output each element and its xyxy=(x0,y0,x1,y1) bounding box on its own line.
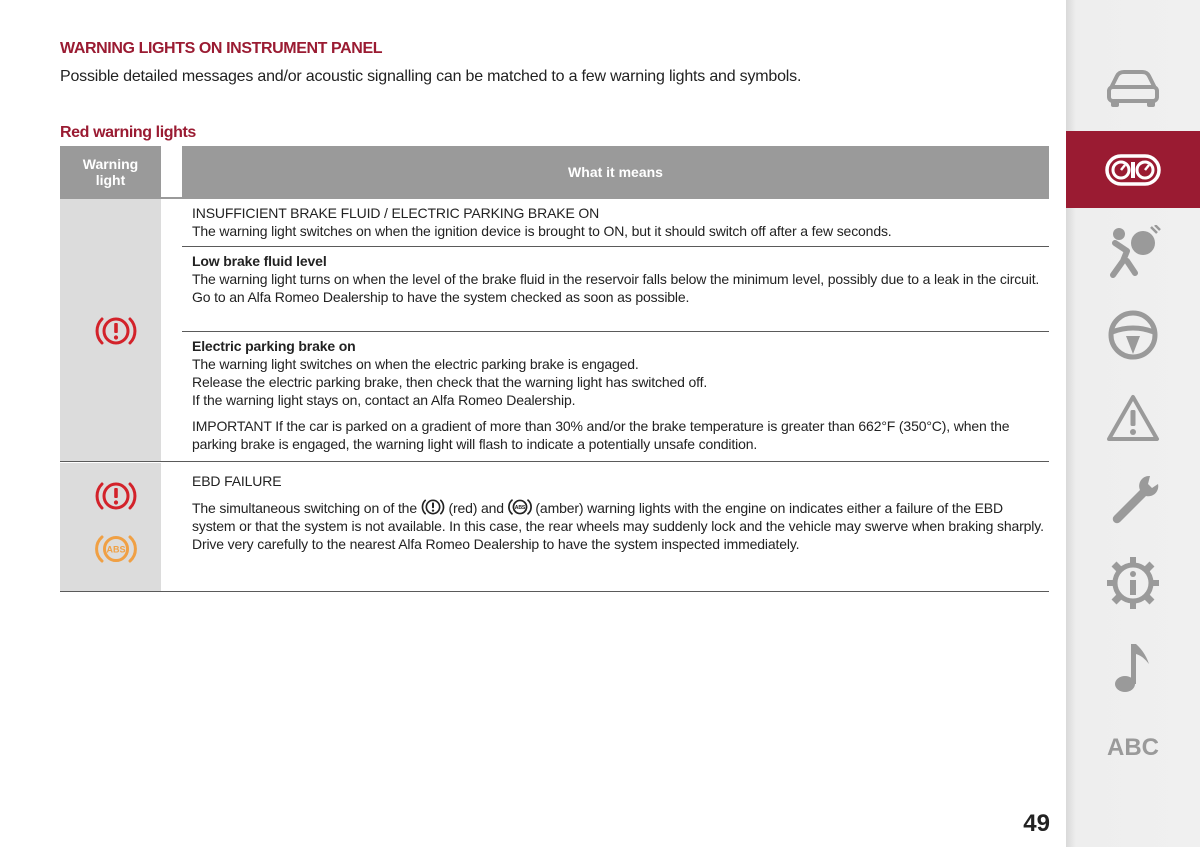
info-gear-icon xyxy=(1105,555,1161,611)
column-header-warning-light-label: Warning light xyxy=(82,155,139,188)
sidebar-item-airbag[interactable] xyxy=(1066,222,1200,282)
warning-triangle-icon xyxy=(1106,393,1160,443)
row1-title: INSUFFICIENT BRAKE FLUID / ELECTRIC PARKING BRAKE ON xyxy=(192,205,600,221)
music-note-icon xyxy=(1111,640,1155,694)
index-label: ABC xyxy=(1107,734,1159,761)
epb-line3: If the warning light stays on, contact an Alfa Romeo Dealership. xyxy=(192,392,576,408)
low-fluid-title: Low brake fluid level xyxy=(192,253,327,269)
abs-warning-inline-icon xyxy=(508,497,532,517)
abs-icon-label: ABS xyxy=(106,544,126,555)
subrow-divider xyxy=(182,246,1049,247)
header-divider xyxy=(60,197,1049,199)
sidebar-item-maintenance[interactable] xyxy=(1066,472,1200,530)
sidebar-item-steering[interactable] xyxy=(1066,307,1200,363)
airbag-icon xyxy=(1105,225,1161,279)
intro-text: Possible detailed messages and/or acoustic signalling can be matched to a few warning lights and symbols. xyxy=(60,68,802,85)
low-fluid-line1: The warning light turns on when the level of the brake fluid in the reservoir falls below the minimum level, possibly due to a leak in the circuit. xyxy=(192,271,1040,287)
subsection-title: Red warning lights xyxy=(60,124,196,141)
row2-desc-part1: The simultaneous switching on of the xyxy=(192,500,417,516)
sidebar-item-warning[interactable] xyxy=(1066,390,1200,446)
row1-low-fluid-text xyxy=(192,252,1047,306)
column-header-warning-light xyxy=(60,146,161,197)
epb-title: Electric parking brake on xyxy=(192,338,356,354)
row1-epb-text xyxy=(192,337,1047,453)
sidebar-item-dashboard[interactable] xyxy=(1066,131,1200,208)
important-note: IMPORTANT If the car is parked on a gradient of more than 30% and/or the brake temperature is greater than 662°F (350°C), when the parking brake is engaged, the warning light will flash to indicate a potentially unsafe condition. xyxy=(192,418,1010,452)
table-bottom-border xyxy=(60,591,1049,592)
column-header-what-it-means xyxy=(182,146,1049,197)
brake-warning-red-icon xyxy=(95,478,137,514)
brake-warning-red-icon xyxy=(95,313,137,349)
sidebar-item-multimedia[interactable] xyxy=(1066,638,1200,696)
column-header-what-it-means-label: What it means xyxy=(568,163,663,180)
dashboard-icon xyxy=(1104,152,1162,188)
epb-line1: The warning light switches on when the electric parking brake is engaged. xyxy=(192,356,639,372)
row2-desc-part3: (amber) warning lights with the engine on indicates either a failure of the EBD system or that the system is not available. In this case, the rear wheels may suddenly lock and the vehicle may swerve when braking sharply. xyxy=(192,500,1044,534)
steering-wheel-icon xyxy=(1106,308,1160,362)
epb-line2: Release the electric parking brake, then check that the warning light has switched off. xyxy=(192,374,708,390)
row2-description-line2: Drive very carefully to the nearest Alfa Romeo Dealership to have the system inspected immediately. xyxy=(192,536,800,552)
sidebar-item-technical-data[interactable] xyxy=(1066,554,1200,612)
sidebar-item-car[interactable] xyxy=(1066,60,1200,116)
wrench-icon xyxy=(1106,472,1160,530)
sidebar-item-index[interactable] xyxy=(1066,728,1200,768)
chapter-sidebar xyxy=(1066,0,1200,847)
abs-warning-amber-icon xyxy=(95,532,137,566)
row1-text xyxy=(192,204,1047,240)
abs-inline-label: ABS xyxy=(514,505,525,511)
brake-warning-inline-icon xyxy=(421,497,445,517)
low-fluid-line2: Go to an Alfa Romeo Dealership to have the system checked as soon as possible. xyxy=(192,289,690,305)
row2-text xyxy=(192,472,1047,553)
subrow-divider xyxy=(182,331,1049,332)
row2-desc-part2: (red) and xyxy=(448,500,504,516)
page-number: 49 xyxy=(1023,810,1050,837)
row1-description: The warning light switches on when the ignition device is brought to ON, but it should switch off after a few seconds. xyxy=(192,223,892,239)
row2-title: EBD FAILURE xyxy=(192,473,282,489)
row2-description xyxy=(192,497,1047,535)
row-divider xyxy=(60,461,1049,462)
section-title: WARNING LIGHTS ON INSTRUMENT PANEL xyxy=(60,40,383,57)
car-icon xyxy=(1105,68,1161,108)
